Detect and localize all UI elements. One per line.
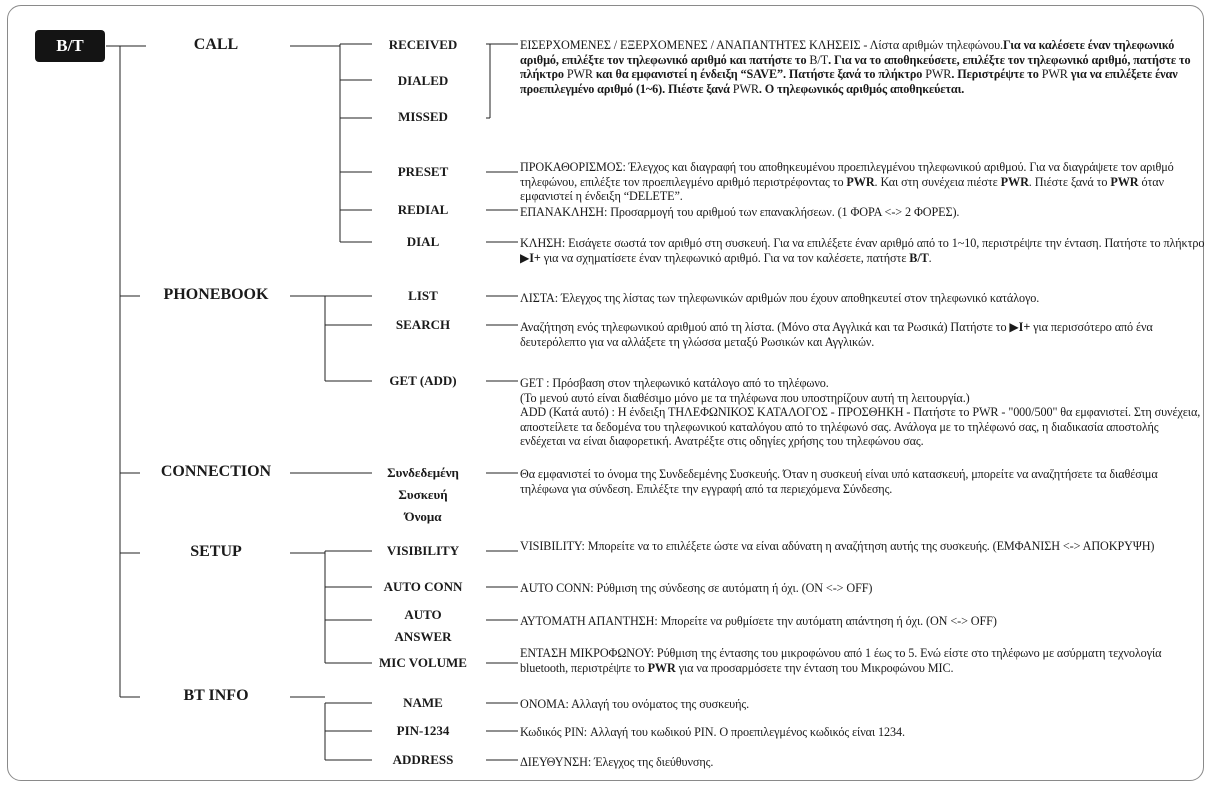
key-name: B/T	[909, 250, 929, 265]
menu-item-label	[368, 52, 478, 70]
menu-item-label: VISIBILITY	[386, 543, 460, 558]
menu-item-label: ADDRESS	[392, 752, 454, 767]
text-run: PWR	[732, 81, 759, 96]
text-run: AUTO CONN: Ρύθμιση της σύνδεσης σε αυτόματη ή όχι. (ON <-> OFF)	[520, 581, 873, 595]
menu-item-label: Συνδεδεμένη	[387, 465, 459, 480]
text-run: ΔΙΕΥΘΥΝΣΗ: Έλεγχος της διεύθυνσης.	[520, 755, 714, 769]
description-btinfo-2	[520, 755, 1205, 770]
description-phonebook-1	[520, 320, 1205, 349]
menu-item-label: GET (ADD)	[389, 373, 457, 388]
key-name: . Περιστρέψτε το	[951, 67, 1042, 82]
menu-item-label: Όνομα	[404, 509, 442, 524]
menu-item-setup-2	[368, 604, 478, 648]
menu-item-label	[368, 88, 478, 106]
key-name: ▶I+	[1009, 320, 1031, 334]
description-call-1	[520, 160, 1205, 204]
text-run: όταν εμφανιστεί η ένδειξη “DELETE”.	[520, 174, 1164, 204]
menu-item-setup-1	[368, 576, 478, 598]
text-run: B/T	[809, 52, 829, 67]
text-run: ΛΙΣΤΑ: Έλεγχος της λίστας των τηλεφωνικών αριθμών που έχουν αποθηκευτεί στον τηλεφωνικό κατάλογο.	[520, 291, 1040, 305]
menu-item-label: DIALED	[397, 73, 449, 88]
text-run: ΕΙΣΕΡΧΟΜΕΝΕΣ / ΕΞΕΡΧΟΜΕΝΕΣ / ΑΝΑΠΑΝΤΗΤΕΣ ΚΛΗΣΕΙΣ - Λίστα αριθμών τηλεφώνου.	[520, 38, 1004, 52]
text-run: ΕΝΤΑΣΗ ΜΙΚΡΟΦΩΝΟΥ: Ρύθμιση της έντασης του μικροφώνου από 1 έως το 5. Ενώ είστε στο τηλέφωνο με ασύρματη τεχνολογία bluetooth, περιστρέψτε το	[520, 646, 1162, 675]
text-run: Θα εμφανιστεί το όνομα της Συνδεδεμένης Συσκευής. Όταν η συσκευή είναι υπό κατασκευή, μπορείτε να αναζητήσετε τα διαθέσιμα τηλέφωνα για σύνδεση. Επιλέξτε την εγγραφή από τα περιεχόμενα Σύνδεσης.	[520, 467, 1158, 496]
menu-item-label: SEARCH	[395, 317, 451, 332]
menu-item-btinfo-0	[368, 692, 478, 714]
description-setup-0	[520, 539, 1205, 554]
menu-item-setup-3	[368, 652, 478, 674]
menu-item-label: DIAL	[406, 234, 440, 249]
category-setup: SETUP	[190, 543, 242, 560]
menu-item-phonebook-2	[368, 370, 478, 392]
menu-item-label: MIC VOLUME	[379, 655, 467, 670]
text-run: PWR	[925, 67, 952, 82]
category-btinfo: BT INFO	[183, 687, 249, 704]
menu-item-label: MISSED	[398, 109, 448, 124]
text-run: .	[928, 250, 932, 265]
text-run: ΟΝΟΜΑ: Αλλαγή του ονόματος της συσκευής.	[520, 697, 750, 711]
text-run: για να σχηματίσετε έναν τηλεφωνικό αριθμό. Για να τον καλέσετε, πατήστε	[540, 250, 910, 265]
category-phonebook: PHONEBOOK	[163, 286, 269, 303]
menu-item-label: NAME	[403, 695, 443, 710]
text-run: GET : Πρόσβαση στον τηλεφωνικό κατάλογο από το τηλέφωνο. (Το μενού αυτό είναι διαθέσιμο μόνο με τα τηλέφωνα που υποστηρίζουν αυτή τη λειτουργία.) ADD (Κατά αυτό) : Η ένδειξη ΤΗΛΕΦΩΝΙΚΟΣ ΚΑΤΑΛΟΓΟΣ - ΠΡΟΣΘΗΚΗ - Πατήστε το PWR - "000/500" θα εμφανιστεί. Στη συνέχεια, αποστείλετε τα δεδομένα του τηλεφωνικού καταλόγου από το τηλέφωνό σας. Ανάλογα με το τηλέφωνό σας, η διαδικασία αποστολής ενδέχεται να είναι διαφορετική. Ανατρέξτε στις οδηγίες χρήσης του τηλεφώνου σας.	[520, 376, 1201, 449]
description-call-2	[520, 205, 1205, 220]
text-run: Κωδικός PIN: Αλλαγή του κωδικού PIN. Ο προεπιλεγμένος κωδικός είναι 1234.	[520, 725, 905, 739]
text-run: ΚΛΗΣΗ: Εισάγετε σωστά τον αριθμό στη συσκευή. Για να επιλέξετε έναν αριθμό από το 1~10, περιστρέψτε την ένταση. Πατήστε το πλήκτρο	[520, 236, 1205, 250]
menu-item-phonebook-0	[368, 285, 478, 307]
description-call-0	[520, 38, 1205, 96]
text-run: Αναζήτηση ενός τηλεφωνικού αριθμού από τη λίστα. (Μόνο στα Αγγλικά και τα Ρωσικά) Πατήστε το	[520, 320, 1010, 334]
description-setup-2	[520, 614, 1205, 629]
description-connection-0	[520, 467, 1205, 496]
key-name: και θα εμφανιστεί η ένδειξη “SAVE”. Πατήστε ξανά το πλήκτρο	[592, 67, 926, 82]
description-phonebook-2	[520, 376, 1205, 449]
menu-item-label: PRESET	[397, 164, 449, 179]
category-call: CALL	[193, 36, 239, 53]
text-run: ΑΥΤΟΜΑΤΗ ΑΠΑΝΤΗΣΗ: Μπορείτε να ρυθμίσετε την αυτόματη απάντηση ή όχι. (ON <-> OFF)	[520, 614, 997, 628]
key-name: PWR	[647, 660, 676, 675]
text-run: ΠΡΟΚΑΘΟΡΙΣΜΟΣ: Έλεγχος και διαγραφή του αποθηκευμένου προεπιλεγμένου τηλεφωνικού αριθμού. Για να διαγράψετε τον αριθμό τηλεφώνου, επιλέξτε τον προεπιλεγμένο αριθμό περιστρέφοντας το	[520, 160, 1174, 189]
key-name: για να επιλέξετε έναν προεπιλεγμένο αριθμό (1~6). Πιέστε ξανά	[520, 67, 1178, 96]
menu-item-phonebook-1	[368, 314, 478, 336]
root-node-bt: B/T	[35, 30, 105, 62]
key-name: Για να καλέσετε έναν τηλεφωνικό αριθμό, επιλέξτε τον τηλεφωνικό αριθμό και πατήστε το	[520, 38, 1175, 67]
text-run: . Και στη συνέχεια πιέστε	[874, 174, 1001, 189]
menu-item-setup-0	[368, 540, 478, 562]
text-run: ΕΠΑΝΑΚΛΗΣΗ: Προσαρμογή του αριθμού των επανακλήσεων. (1 ΦΟΡΑ <-> 2 ΦΟΡΕΣ).	[520, 205, 960, 219]
menu-item-label: REDIAL	[397, 202, 449, 217]
menu-item-label: PIN-1234	[396, 723, 450, 738]
key-name: . Ο τηλεφωνικός αριθμός αποθηκεύεται.	[758, 81, 965, 96]
text-run: PWR	[566, 67, 593, 82]
description-phonebook-0	[520, 291, 1205, 306]
text-run: για να προσαρμόσετε την ένταση του Μικροφώνου MIC.	[675, 660, 954, 675]
key-name: PWR	[1000, 174, 1029, 189]
menu-item-call-0	[368, 34, 478, 124]
text-run: PWR	[1041, 67, 1068, 82]
description-setup-3	[520, 646, 1205, 675]
menu-item-call-2	[368, 199, 478, 221]
key-name: PWR	[846, 174, 875, 189]
menu-item-label: AUTO	[404, 607, 442, 622]
menu-item-label: Συσκευή	[398, 487, 448, 502]
key-name: . Για να το αποθηκεύσετε, επιλέξτε τον τηλεφωνικό αριθμό, πατήστε το πλήκτρο	[520, 52, 1191, 82]
category-connection: CONNECTION	[160, 463, 272, 480]
menu-item-btinfo-1	[368, 720, 478, 742]
text-run: . Πιέστε ξανά το	[1028, 174, 1111, 189]
description-call-3	[520, 236, 1205, 265]
menu-item-label: LIST	[408, 288, 438, 303]
text-run: για περισσότερο από ένα δευτερόλεπτο για να αλλάξετε τη γλώσσα μεταξύ Ρωσικών και Αγγλικών.	[520, 320, 1153, 349]
menu-item-connection-0	[368, 462, 478, 528]
description-btinfo-0	[520, 697, 1205, 712]
menu-item-label: RECEIVED	[388, 37, 458, 52]
key-name: PWR	[1110, 174, 1139, 189]
menu-item-label: ANSWER	[394, 629, 452, 644]
menu-item-btinfo-2	[368, 749, 478, 771]
description-btinfo-1	[520, 725, 1205, 740]
key-name: ▶I+	[520, 250, 541, 265]
text-run: VISIBILITY: Μπορείτε να το επιλέξετε ώστε να είναι αδύνατη η αναζήτηση αυτής της συσκευής. (ΕΜΦΑΝΙΣΗ <-> ΑΠΟΚΡΥΨΗ)	[520, 539, 1155, 553]
menu-item-call-1	[368, 161, 478, 183]
description-setup-1	[520, 581, 1205, 596]
menu-item-call-3	[368, 231, 478, 253]
menu-item-label: AUTO CONN	[383, 579, 463, 594]
